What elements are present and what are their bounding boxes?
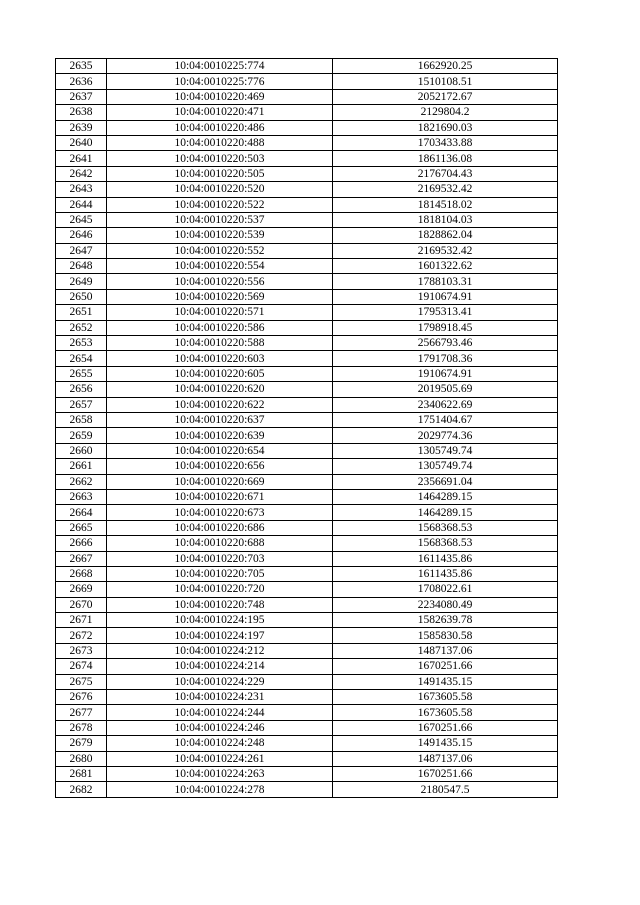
value-cell: 1491435.15	[333, 736, 558, 751]
value-cell: 1818104.03	[333, 212, 558, 227]
table-row	[56, 243, 558, 258]
cadastral-number-cell: 10:04:0010220:637	[107, 412, 333, 427]
row-number-cell: 2657	[56, 397, 107, 412]
value-cell: 1487137.06	[333, 643, 558, 658]
cadastral-number-cell: 10:04:0010220:673	[107, 505, 333, 520]
cadastral-number-cell: 10:04:0010220:503	[107, 151, 333, 166]
table-row	[56, 135, 558, 150]
row-number-cell: 2653	[56, 336, 107, 351]
row-number-cell: 2654	[56, 351, 107, 366]
value-cell: 1670251.66	[333, 720, 558, 735]
cadastral-number-cell: 10:04:0010220:656	[107, 459, 333, 474]
cadastral-number-cell: 10:04:0010224:244	[107, 705, 333, 720]
cadastral-number-cell: 10:04:0010224:212	[107, 643, 333, 658]
table-row	[56, 705, 558, 720]
row-number-cell: 2636	[56, 74, 107, 89]
table-row	[56, 459, 558, 474]
value-cell: 2052172.67	[333, 89, 558, 104]
value-cell: 1487137.06	[333, 751, 558, 766]
value-cell: 1828862.04	[333, 228, 558, 243]
value-cell: 2169532.42	[333, 182, 558, 197]
row-number-cell: 2644	[56, 197, 107, 212]
value-cell: 1305749.74	[333, 443, 558, 458]
table-row	[56, 228, 558, 243]
value-cell: 1464289.15	[333, 505, 558, 520]
table-row	[56, 197, 558, 212]
cadastral-number-cell: 10:04:0010225:774	[107, 59, 333, 74]
value-cell: 1611435.86	[333, 566, 558, 581]
value-cell: 1491435.15	[333, 674, 558, 689]
value-cell: 1673605.58	[333, 690, 558, 705]
table-row	[56, 782, 558, 797]
row-number-cell: 2669	[56, 582, 107, 597]
row-number-cell: 2648	[56, 259, 107, 274]
value-cell: 1703433.88	[333, 135, 558, 150]
cadastral-number-cell: 10:04:0010220:620	[107, 382, 333, 397]
cadastral-number-cell: 10:04:0010220:520	[107, 182, 333, 197]
value-cell: 2129804.2	[333, 105, 558, 120]
value-cell: 1795313.41	[333, 305, 558, 320]
row-number-cell: 2646	[56, 228, 107, 243]
value-cell: 1305749.74	[333, 459, 558, 474]
cadastral-number-cell: 10:04:0010224:261	[107, 751, 333, 766]
row-number-cell: 2647	[56, 243, 107, 258]
cadastral-number-cell: 10:04:0010220:486	[107, 120, 333, 135]
row-number-cell: 2682	[56, 782, 107, 797]
row-number-cell: 2675	[56, 674, 107, 689]
cadastral-number-cell: 10:04:0010220:571	[107, 305, 333, 320]
value-cell: 2029774.36	[333, 428, 558, 443]
cadastral-number-cell: 10:04:0010220:554	[107, 259, 333, 274]
row-number-cell: 2680	[56, 751, 107, 766]
cadastral-number-cell: 10:04:0010224:278	[107, 782, 333, 797]
cadastral-number-cell: 10:04:0010224:197	[107, 628, 333, 643]
table-row	[56, 289, 558, 304]
table-row	[56, 628, 558, 643]
table-row	[56, 412, 558, 427]
row-number-cell: 2658	[56, 412, 107, 427]
table-row	[56, 613, 558, 628]
value-cell: 1568368.53	[333, 536, 558, 551]
row-number-cell: 2659	[56, 428, 107, 443]
value-cell: 1861136.08	[333, 151, 558, 166]
cadastral-number-cell: 10:04:0010220:639	[107, 428, 333, 443]
value-cell: 1585830.58	[333, 628, 558, 643]
value-cell: 2340622.69	[333, 397, 558, 412]
cadastral-number-cell: 10:04:0010220:471	[107, 105, 333, 120]
table-row	[56, 489, 558, 504]
table-row	[56, 89, 558, 104]
table-row	[56, 566, 558, 581]
row-number-cell: 2655	[56, 366, 107, 381]
table-row	[56, 120, 558, 135]
row-number-cell: 2663	[56, 489, 107, 504]
value-cell: 1611435.86	[333, 551, 558, 566]
table-row	[56, 643, 558, 658]
cadastral-number-cell: 10:04:0010220:539	[107, 228, 333, 243]
table-row	[56, 274, 558, 289]
table-row	[56, 520, 558, 535]
cadastral-number-cell: 10:04:0010220:671	[107, 489, 333, 504]
row-number-cell: 2673	[56, 643, 107, 658]
row-number-cell: 2641	[56, 151, 107, 166]
table-row	[56, 751, 558, 766]
value-cell: 1601322.62	[333, 259, 558, 274]
row-number-cell: 2645	[56, 212, 107, 227]
value-cell: 1568368.53	[333, 520, 558, 535]
value-cell: 1662920.25	[333, 59, 558, 74]
value-cell: 2566793.46	[333, 336, 558, 351]
value-cell: 1670251.66	[333, 766, 558, 781]
cadastral-number-cell: 10:04:0010224:246	[107, 720, 333, 735]
cadastral-number-cell: 10:04:0010224:229	[107, 674, 333, 689]
table-row	[56, 674, 558, 689]
cadastral-number-cell: 10:04:0010220:537	[107, 212, 333, 227]
table-row	[56, 690, 558, 705]
row-number-cell: 2670	[56, 597, 107, 612]
table-row	[56, 259, 558, 274]
cadastral-number-cell: 10:04:0010220:588	[107, 336, 333, 351]
row-number-cell: 2652	[56, 320, 107, 335]
row-number-cell: 2642	[56, 166, 107, 181]
cadastral-number-cell: 10:04:0010224:263	[107, 766, 333, 781]
cadastral-number-cell: 10:04:0010220:586	[107, 320, 333, 335]
table-row	[56, 536, 558, 551]
row-number-cell: 2677	[56, 705, 107, 720]
value-cell: 1788103.31	[333, 274, 558, 289]
table-row	[56, 320, 558, 335]
table-row	[56, 382, 558, 397]
value-cell: 1464289.15	[333, 489, 558, 504]
row-number-cell: 2660	[56, 443, 107, 458]
table-row	[56, 659, 558, 674]
row-number-cell: 2679	[56, 736, 107, 751]
row-number-cell: 2668	[56, 566, 107, 581]
value-cell: 2234080.49	[333, 597, 558, 612]
row-number-cell: 2667	[56, 551, 107, 566]
table-row	[56, 166, 558, 181]
value-cell: 1798918.45	[333, 320, 558, 335]
table-row	[56, 474, 558, 489]
cadastral-number-cell: 10:04:0010224:195	[107, 613, 333, 628]
row-number-cell: 2649	[56, 274, 107, 289]
cadastral-number-cell: 10:04:0010220:569	[107, 289, 333, 304]
table-row	[56, 151, 558, 166]
cadastral-number-cell: 10:04:0010220:522	[107, 197, 333, 212]
row-number-cell: 2656	[56, 382, 107, 397]
table-row	[56, 505, 558, 520]
value-cell: 2169532.42	[333, 243, 558, 258]
cadastral-number-cell: 10:04:0010225:776	[107, 74, 333, 89]
value-cell: 1708022.61	[333, 582, 558, 597]
value-cell: 2019505.69	[333, 382, 558, 397]
table-row	[56, 212, 558, 227]
table-row	[56, 336, 558, 351]
value-cell: 2356691.04	[333, 474, 558, 489]
cadastral-number-cell: 10:04:0010220:622	[107, 397, 333, 412]
row-number-cell: 2650	[56, 289, 107, 304]
cadastral-number-cell: 10:04:0010220:552	[107, 243, 333, 258]
table-row	[56, 582, 558, 597]
value-cell: 2176704.43	[333, 166, 558, 181]
value-cell: 1673605.58	[333, 705, 558, 720]
row-number-cell: 2676	[56, 690, 107, 705]
cadastral-number-cell: 10:04:0010220:469	[107, 89, 333, 104]
row-number-cell: 2674	[56, 659, 107, 674]
table-row	[56, 366, 558, 381]
row-number-cell: 2672	[56, 628, 107, 643]
cadastral-number-cell: 10:04:0010220:688	[107, 536, 333, 551]
row-number-cell: 2651	[56, 305, 107, 320]
row-number-cell: 2640	[56, 135, 107, 150]
value-cell: 1582639.78	[333, 613, 558, 628]
cadastral-number-cell: 10:04:0010220:654	[107, 443, 333, 458]
cadastral-number-cell: 10:04:0010220:669	[107, 474, 333, 489]
cadastral-number-cell: 10:04:0010220:488	[107, 135, 333, 150]
data-table	[55, 58, 558, 798]
value-cell: 1791708.36	[333, 351, 558, 366]
cadastral-number-cell: 10:04:0010224:248	[107, 736, 333, 751]
table-row	[56, 59, 558, 74]
row-number-cell: 2643	[56, 182, 107, 197]
row-number-cell: 2681	[56, 766, 107, 781]
cadastral-number-cell: 10:04:0010220:603	[107, 351, 333, 366]
cadastral-number-cell: 10:04:0010220:720	[107, 582, 333, 597]
table-row	[56, 74, 558, 89]
table-row	[56, 182, 558, 197]
table-row	[56, 736, 558, 751]
row-number-cell: 2639	[56, 120, 107, 135]
value-cell: 1910674.91	[333, 289, 558, 304]
value-cell: 1670251.66	[333, 659, 558, 674]
cadastral-number-cell: 10:04:0010220:703	[107, 551, 333, 566]
cadastral-number-cell: 10:04:0010220:686	[107, 520, 333, 535]
row-number-cell: 2671	[56, 613, 107, 628]
cadastral-number-cell: 10:04:0010220:705	[107, 566, 333, 581]
value-cell: 1751404.67	[333, 412, 558, 427]
row-number-cell: 2637	[56, 89, 107, 104]
cadastral-number-cell: 10:04:0010220:748	[107, 597, 333, 612]
row-number-cell: 2638	[56, 105, 107, 120]
value-cell: 2180547.5	[333, 782, 558, 797]
table-row	[56, 766, 558, 781]
table-row	[56, 428, 558, 443]
table-row	[56, 105, 558, 120]
value-cell: 1821690.03	[333, 120, 558, 135]
table-row	[56, 351, 558, 366]
table-row	[56, 551, 558, 566]
table-row	[56, 597, 558, 612]
row-number-cell: 2635	[56, 59, 107, 74]
cadastral-number-cell: 10:04:0010220:556	[107, 274, 333, 289]
table-body	[56, 59, 558, 798]
table-row	[56, 305, 558, 320]
cadastral-number-cell: 10:04:0010224:231	[107, 690, 333, 705]
row-number-cell: 2662	[56, 474, 107, 489]
row-number-cell: 2664	[56, 505, 107, 520]
value-cell: 1814518.02	[333, 197, 558, 212]
value-cell: 1910674.91	[333, 366, 558, 381]
cadastral-number-cell: 10:04:0010224:214	[107, 659, 333, 674]
cadastral-number-cell: 10:04:0010220:605	[107, 366, 333, 381]
table-row	[56, 397, 558, 412]
row-number-cell: 2665	[56, 520, 107, 535]
row-number-cell: 2661	[56, 459, 107, 474]
row-number-cell: 2666	[56, 536, 107, 551]
row-number-cell: 2678	[56, 720, 107, 735]
table-row	[56, 443, 558, 458]
cadastral-number-cell: 10:04:0010220:505	[107, 166, 333, 181]
table-row	[56, 720, 558, 735]
value-cell: 1510108.51	[333, 74, 558, 89]
